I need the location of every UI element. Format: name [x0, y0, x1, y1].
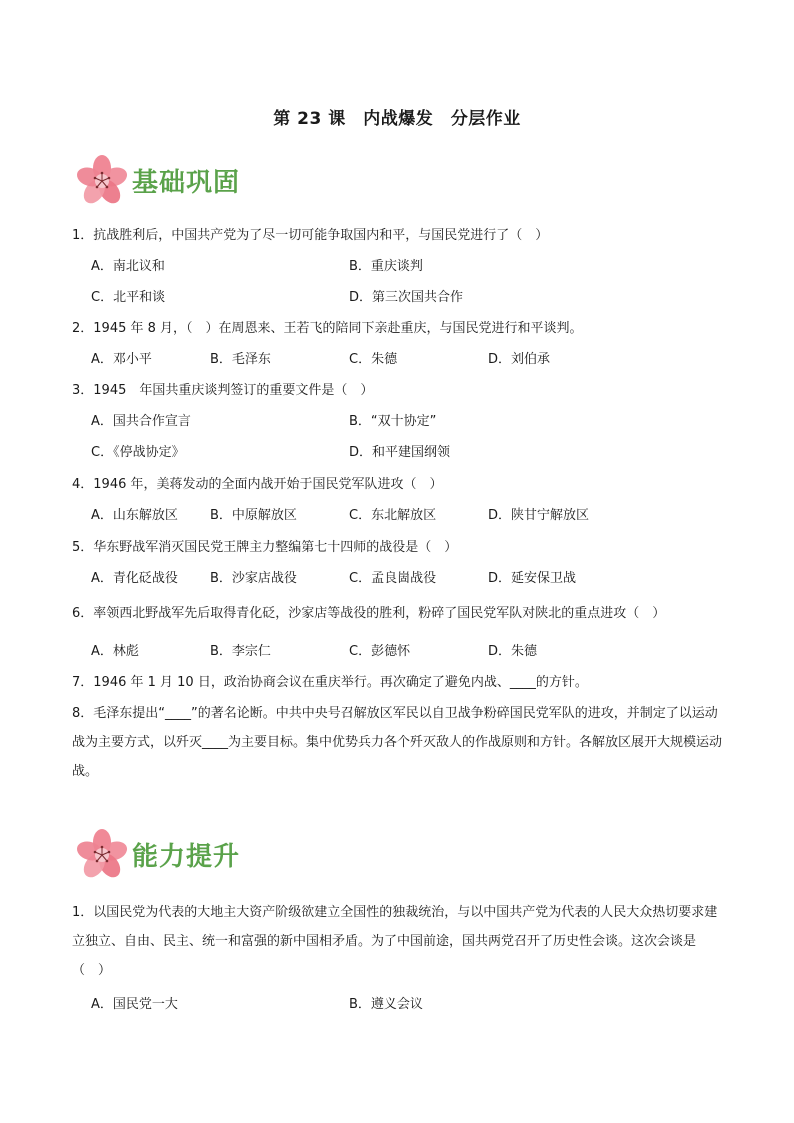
- question-5: 5．华东野战军消灭国民党王牌主力整编第七十四师的战役是（ ）: [72, 540, 458, 555]
- option-d: D．延安保卫战: [488, 571, 577, 586]
- option-d: D．朱德: [488, 644, 538, 659]
- question-8: 8．毛泽东提出“____”的著名论断。中共中央号召解放区军民以自卫战争粉碎国民党军队的进攻，并制定了以运动战为主要方式，以歼灭____为主要目标。集中优势兵力各个歼灭敌人的作战原则和方针。各解放区展开大规模运动战。: [72, 706, 723, 779]
- question-1: 1．抗战胜利后，中国共产党为了尽一切可能争取国内和平，与国民党进行了（ ）: [72, 228, 549, 243]
- section-title-advanced: 能力提升: [132, 841, 241, 872]
- question-7: 7．1946 年 1 月 10 日，政治协商会议在重庆举行。再次确定了避免内战、____的方针。: [72, 675, 588, 690]
- option-c: C．北平和谈: [91, 290, 166, 305]
- advanced-question-1: 1．以国民党为代表的大地主大资产阶级欲建立全国性的独裁统治，与以中国共产党为代表的人民大众热切要求建立独立、自由、民主、统一和富强的新中国相矛盾。为了中国前途，国共两党召开了历史性会谈。这次会谈是（ ）: [72, 905, 718, 978]
- option-a: A．国民党一大: [91, 997, 178, 1012]
- section-title-basic: 基础巩固: [132, 167, 241, 198]
- option-c: C．《停战协定》: [91, 445, 185, 460]
- question-2: 2．1945 年 8 月，（ ）在周恩来、王若飞的陪同下亲赴重庆，与国民党进行和平谈判。: [72, 321, 583, 336]
- question-6: 6．率领西北野战军先后取得青化砭，沙家店等战役的胜利，粉碎了国民党军队对陕北的重点进攻（ ）: [72, 606, 666, 621]
- option-c: C．东北解放区: [349, 508, 437, 523]
- option-c: C．彭德怀: [349, 644, 411, 659]
- option-c: C．朱德: [349, 352, 398, 367]
- cherry-blossom-icon: [72, 150, 136, 210]
- cherry-blossom-icon: [72, 824, 136, 884]
- option-a: A．林彪: [91, 644, 139, 659]
- option-a: A．邓小平: [91, 352, 152, 367]
- option-d: D．刘伯承: [488, 352, 551, 367]
- option-b: B．中原解放区: [210, 508, 297, 523]
- option-b: B．毛泽东: [210, 352, 271, 367]
- option-a: A．南北议和: [91, 259, 165, 274]
- section-header-advanced: [72, 824, 240, 884]
- option-b: B．沙家店战役: [210, 571, 297, 586]
- option-b: B．李宗仁: [210, 644, 271, 659]
- option-b: B．遵义会议: [349, 997, 423, 1012]
- question-4: 4．1946 年，美蒋发动的全面内战开始于国民党军队进攻（ ）: [72, 477, 443, 492]
- option-a: A．山东解放区: [91, 508, 178, 523]
- option-a: A．青化砭战役: [91, 571, 178, 586]
- option-a: A．国共合作宣言: [91, 414, 191, 429]
- option-c: C．孟良崮战役: [349, 571, 437, 586]
- option-b: B．“双十协定”: [349, 414, 437, 429]
- option-d: D．陕甘宁解放区: [488, 508, 590, 523]
- option-d: D．和平建国纲领: [349, 445, 451, 460]
- page-title: 第 23 课 内战爆发 分层作业: [273, 109, 521, 129]
- section-header-basic: [72, 150, 240, 210]
- question-3: 3．1945 年国共重庆谈判签订的重要文件是（ ）: [72, 383, 374, 398]
- option-b: B．重庆谈判: [349, 259, 423, 274]
- option-d: D．第三次国共合作: [349, 290, 464, 305]
